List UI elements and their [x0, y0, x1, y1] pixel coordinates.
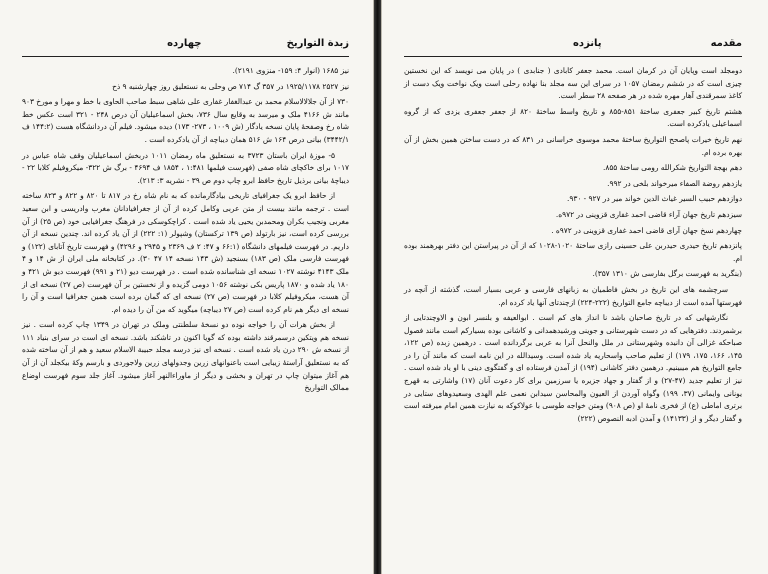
right-paragraph: دومجلد است وپایان آن در کرمان است. محمد جعفر کابادی ( جنابدی ) در پایان می نویسد که این نخستین چیزی است که در ششم رمضان ۱۰۵۷ در سرای این سه مجلد بنا نهاده رحلی است ویک نواخت ویک دست از کاغذ سمرقندی آهار مهره شده در هر صفحه ۲۸ سطر است. — [404, 66, 742, 101]
right-paragraph: هشتم تاریخ کبیر جعفری ساختهٔ ۸۵۱-۸۵۵ و تاریخ واسط ساختهٔ ۸۲۰ از جعفر جعفری یزدی که از گروه اسماعیلی یادکرده است. — [404, 106, 742, 129]
left-paragraph: از بخش هرات آن را خواجه نوده دو نسخهٔ سلطنتی وملک در تهران در ۱۳۴۹ چاپ کرده است . نیز نسخه هم ویتکین درسمرقند داشته بوده که گویا اکنون در تاشکند باشد. نسخه ای است در سرای بنیاد ۱۱۱ از نسخه ش ۲۹۰ درن یاد شده است . نسخه ای نیز درسه مجلد حبیبة الاسلام سعید و هم از آن ساخته شده که به نستعلیق آراستهٔ زیبایی است باعنوانهای زرین وجدولهای زرین ولاجوردی و بارسم وکهٔ بیکجلد آن از آن هم آغاز میتوان چاپ در تهران و بخشی و دیگر از ماوراءالنهر آغاز میشود. آغاز جلد سوم فهرست اوضاع ممالک التواریخ — [22, 320, 349, 393]
left-paragraph: ۵- موزهٔ ایران باستان ۳۷۲۳ به نستعلیق ماه رمضان ۱۰۱۱ دربخش اسماعیلیان وقف شاه عباس در ۱۰۱۷ برای خاکچای شاه صفی (فهرست فیلمها ۱:۴۸۱ ، ۱۸۵۴ ف ۴۶۹۴ - برگ ش ۳۲۲- میکروفیلم کلابا ۲۲ - دیباچهٔ بیانی برذیل تاریخ حافظ ابرو چاپ دوم ص ۳۹ - نشریه ۳: ۲۱۳). — [22, 150, 350, 185]
left-paragraph: ۷۳۰ از آن جلالالاسلام محمد بن عبدالغفار غفاری علی شاهی سبط صاحب الحاوی با خط و مهرا و مورخ ۹۰۳ مانند ش ۴۱۶۶ ملک و میرسد به وقایع سال ۷۳۶، بخش اسماعیلیان آن درص ۲۴۸ - ۳۲۱ است عکس خط شاه رخ وصفحهٔ پایان نسخه یادگار (ش ۱۰۰۹ ، ۲۷۳- ۱۷۳) دیده میشود. فیلم آن دردانشگاه هست (۱۴۴:۲ ف ۳۴۴۲/۱) بیانی درص ۱۶۴ ش ۵۱۶ همان دیباچه از آن یادکرده است . — [22, 97, 349, 144]
left-body-text — [22, 65, 349, 395]
right-running-title: مقدمه — [710, 38, 742, 49]
right-paragraph: دوازدهم حبیب السیر غیاث الدین خواند میر در ۹۲۷ - ۹۳۰. — [567, 194, 742, 204]
book-gutter — [374, 0, 381, 574]
left-page-number: چهارده — [167, 38, 202, 49]
right-paragraph: (بنگرید به فهرست برگل بفارسی ش ۱۳۱۰ ۳۵۷). — [592, 269, 742, 279]
right-page — [381, 0, 768, 574]
right-running-head — [404, 38, 742, 57]
right-paragraph: چهاردهم نسخ جهان آرای قاضی احمد غفاری قزوینی در ۹۷۲ه . — [551, 225, 742, 235]
left-running-head — [22, 38, 349, 57]
right-paragraph: پانزدهم تاریخ حیدری حیدربن علی حسینی رازی ساختهٔ ۱۰۲۰-۱۰۲۸ که از آن در پیراستن این دفتر بهرهمند بوده ام. — [404, 241, 742, 263]
right-paragraph: سرچشمه های این تاریخ در بخش فاطمیان به زبانهای فارسی و عربی بسیار است، گذشته از آنچه در فهرستها آمده است از دیباچه جامع التواریخ (۲۲۲-۲۲۴) ازچندتای آنها یاد کرده ام. — [404, 284, 742, 307]
right-paragraph: یازدهم روضة الصفاء میرخواند بلخی در ۹۹۲. — [607, 178, 742, 188]
left-paragraph: نیز ۱۶۸۵ (انوار ۴: ۱۵۹- منزوی ۲۱۹۱). — [232, 66, 349, 75]
left-paragraph: نیز ۲۵۲۷ ۱۹۲۵/۱۱۷۸ در ۳۵۷ گ ۷۱۴ ص وحلی به نستعلیق روز چهارشنبه ۹ ذح — [112, 81, 349, 91]
left-page — [0, 0, 374, 574]
right-paragraph: نگارشهایی که در تاریخ صاحبان باشد نا انداز های کم است . ابوالعیفه و بلنسر ابون و الاوچندتایی از برشمردند. دفترهایی که در دست شهرستانی و جوینی ورشیدهمدانی و کاشانی بوده بسیارکم است مانند فصول صباحکه غزالی آن دانیده وشهرستانی در ملل والنحل آنرا به عربی برگردانده است . درهمین زبده (ص ۱۲۲، ۱۴۵، ۱۶۶، ۱۷۵، ۱۷۹) از تعلیم صاحب واسحاریه یاد شده است. وسیدالله در این نامه است که مانند آن را در جامع التواریخ هم میبینیم. درهمین دفتر کاشانی (۱۹۴) از آمدن فرستاده ای و گفتگوی دینی با او یاد شده است . نیز از تعلیم جدید (۴۷-۲۷) و از گفتار و جهاد جزیره یا سرزمین برای کار دعوت آنان (۱۷) واشارتی به قهرج یونانی وایمانی (۳۷، ۱۹۹) وگواه آوردن از العیون والمحاسن سیدابن نعمی علم الهدی وسعیدوهای ستایی در برتری اماطی (ع) از فخری نامهٔ او (ص ۹۰۸) ومتن خواجه طوسی با عولاکوکه به نیازت همین امام میرفته است و گفتار دیگر و از (۱۴۱۳۳) و آمدن ادبه النصوص (۲۲۲) — [404, 313, 743, 423]
right-paragraph: نهم تاریخ خیرات پاصحح التواریخ ساختهٔ محمد موسوی خراسانی در ۸۳۱ که در دست ساختن همین بخش از آن بهره برده ام. — [404, 134, 742, 157]
right-body-text — [404, 65, 742, 425]
left-paragraph: از حافظ ابرو یک جغرافیای تاریخی بیادگارمانده که به نام شاه رخ در ۸۱۷ تا ۸۲۰ و ۸۲۲ و ۸۲۳ ساخته است . ترجمه مانند بیست از متن عربی وکامل کرده از آن از جغرافیادانان مغرب وادریسی و ابن سعید مغربی ونجیب بکران ومحمدبن یحیی یاد شده است . کراچکوسکی در فرهنگ جغرافیایی خود (ص ۲۵) از آن بررسی کرده است، نیز بارتولد (ص ۱۳۹ ترکستان) وشپولر (۱: ۲۲۲) از آن یاد کرده اند. چندین نسخه از آن داریم. در فهرست فیلمهای دانشگاه (۶۶:۱ و ۴۷: ۲ ف ۲۳۶۹ و ۲۹۴۵ و ۴۲۹۶) و فهرست تاریخ آتابای (۱۲۲) و فهرست فارسی ملک (ص ۱۸۳) بسنجید (ش ۱۴۳ نسخه ۱۴ ۴۷ ۳۰). در کتابخانه ملی ایران از ش ۱۴ و ۴ ملک ۴۱۴۳ نوشته ۱۰۲۷ نسخه ای شناسانده شده است . در فهرست دیو (۲۱ و ۹۹۱) فهرست دیو ش ۴۲۱ و ۱۸۰ یاد شده و ۱۸۷۰ پاریس بکی نوشته ۱۰۵۶ دومی گزیده و از نخستین بر آن فهرست (ص ۲۷) نسخه ای از آن هست، میکروفیلم کلابا در فهرست (ص ۲۷) نسخه ای که گمان برده است همین جغرافیا است و آن را نسخه ای دیگر هم نام کرده است (ص ۲۷ دیباچه) میگوید که من آن را دیده ام. — [22, 191, 349, 314]
right-page-number: پانزده — [573, 38, 602, 49]
right-paragraph: سیزدهم تاریخ جهان آراء قاضی احمد غفاری قزوینی در ۹۷۲ه. — [555, 209, 742, 219]
left-running-title: زبدة التواريخ — [286, 38, 349, 49]
right-paragraph: دهم بهجة التواریخ شکرالله رومی ساختهٔ ۸۵۵. — [602, 163, 742, 173]
